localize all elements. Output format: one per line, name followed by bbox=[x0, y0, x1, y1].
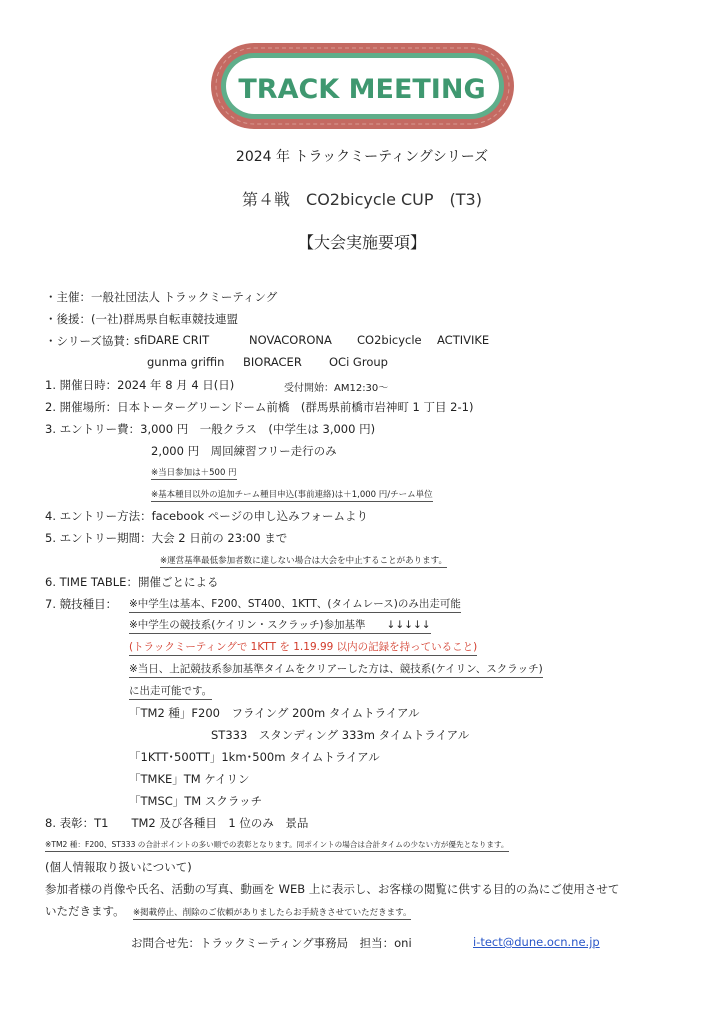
events-note: ※当日、上記競技系参加基準タイムをクリアーした方は、競技系(ケイリン、スクラッチ) bbox=[129, 661, 543, 678]
privacy-title: (個人情報取り扱いについて) bbox=[45, 860, 192, 874]
support: ・後援：(一社)群馬県自転車競技連盟 bbox=[45, 312, 238, 326]
sponsor: OCi Group bbox=[329, 355, 388, 369]
award-note: ※TM2 種：F200、ST333 の合計ポイントの多い順での表彰となります。同ポイントの場合は合計タイムの少ない方が優先となります。 bbox=[45, 839, 509, 852]
entry-fee: 3. エントリー費：3,000 円 一般クラス (中学生は 3,000 円) bbox=[45, 422, 376, 436]
sponsor: BIORACER bbox=[243, 355, 302, 369]
events-requirement: (トラックミーティングで 1KTT を 1.19.99 以内の記録を持っていること) bbox=[129, 639, 477, 656]
entry-period: 5. エントリー期間：大会 2 日前の 23:00 まで bbox=[45, 531, 288, 545]
event-tm2: 「TM2 種」F200 フライング 200m タイムトライアル bbox=[129, 706, 420, 720]
event-tmke: 「TMKE」TM ケイリン bbox=[129, 772, 250, 786]
sponsor: ACTIVIKE bbox=[437, 333, 490, 347]
organizer: ・主催：一般社団法人 トラックミーティング bbox=[45, 290, 278, 304]
event-tmsc: 「TMSC」TM スクラッチ bbox=[129, 794, 263, 808]
reception-time: 受付開始：AM12:30～ bbox=[284, 383, 389, 394]
privacy-note: ※掲載停止、削除のご依頼がありましたらお手続きさせていただきます。 bbox=[133, 908, 412, 918]
event-date: 1. 開催日時：2024 年 8 月 4 日(日) bbox=[45, 378, 235, 392]
fee-note: ※基本種目以外の追加チーム種目申込(事前連絡)は＋1,000 円/チーム単位 bbox=[151, 490, 433, 500]
contact-email-link[interactable]: i-tect@dune.ocn.ne.jp bbox=[473, 935, 600, 949]
sponsor: NOVACORONA bbox=[249, 333, 332, 347]
events-note: ※中学生の競技系(ケイリン・スクラッチ)参加基準 ↓↓↓↓↓ bbox=[129, 617, 431, 634]
logo-text: TRACK MEETING bbox=[238, 74, 486, 105]
period-note: ※運営基準最低参加者数に達しない場合は大会を中止することがあります。 bbox=[160, 556, 447, 566]
track-meeting-logo bbox=[210, 42, 515, 130]
entry-fee-practice: 2,000 円 周回練習フリー走行のみ bbox=[151, 444, 337, 458]
privacy-text: いただきます。 bbox=[45, 904, 125, 918]
privacy-text: 参加者様の肖像や氏名、活動の写真、動画を WEB 上に表示し、お客様の閲覧に供する目的の為にご使用させて bbox=[45, 882, 620, 896]
sponsor: CO2bicycle bbox=[357, 333, 422, 347]
sponsor: gunma griffin bbox=[147, 355, 225, 369]
sponsor: sfiDARE CRIT bbox=[134, 333, 210, 347]
venue: 2. 開催場所：日本トーターグリーンドーム前橋 (群馬県前橋市岩神町 1 丁目 2-1) bbox=[45, 400, 474, 414]
events-note: ※中学生は基本、F200、ST400、1KTT、(タイムレース)のみ出走可能 bbox=[129, 596, 461, 613]
events-note: に出走可能です。 bbox=[129, 683, 212, 700]
event-title: 第４戦 CO2bicycle CUP (T3) bbox=[242, 190, 482, 209]
series-title: 2024 年 トラックミーティングシリーズ bbox=[235, 149, 489, 165]
contact-label: お問合せ先：トラックミーティング事務局 担当：oni bbox=[131, 936, 412, 950]
entry-method: 4. エントリー方法：facebook ページの申し込みフォームより bbox=[45, 509, 369, 523]
event-st333: ST333 スタンディング 333m タイムトライアル bbox=[211, 728, 470, 742]
events-label: 7. 競技種目： bbox=[45, 597, 118, 611]
document-title: 【大会実施要項】 bbox=[297, 233, 426, 252]
event-1ktt: 「1KTT･500TT」1km･500m タイムトライアル bbox=[129, 750, 380, 764]
fee-note: ※当日参加は＋500 円 bbox=[151, 468, 237, 478]
sponsors-label: ・シリーズ協賛： bbox=[45, 334, 137, 348]
time-table: 6. TIME TABLE：開催ごとによる bbox=[45, 575, 219, 589]
award: 8. 表彰：T1 TM2 及び各種目 1 位のみ 景品 bbox=[45, 816, 309, 830]
